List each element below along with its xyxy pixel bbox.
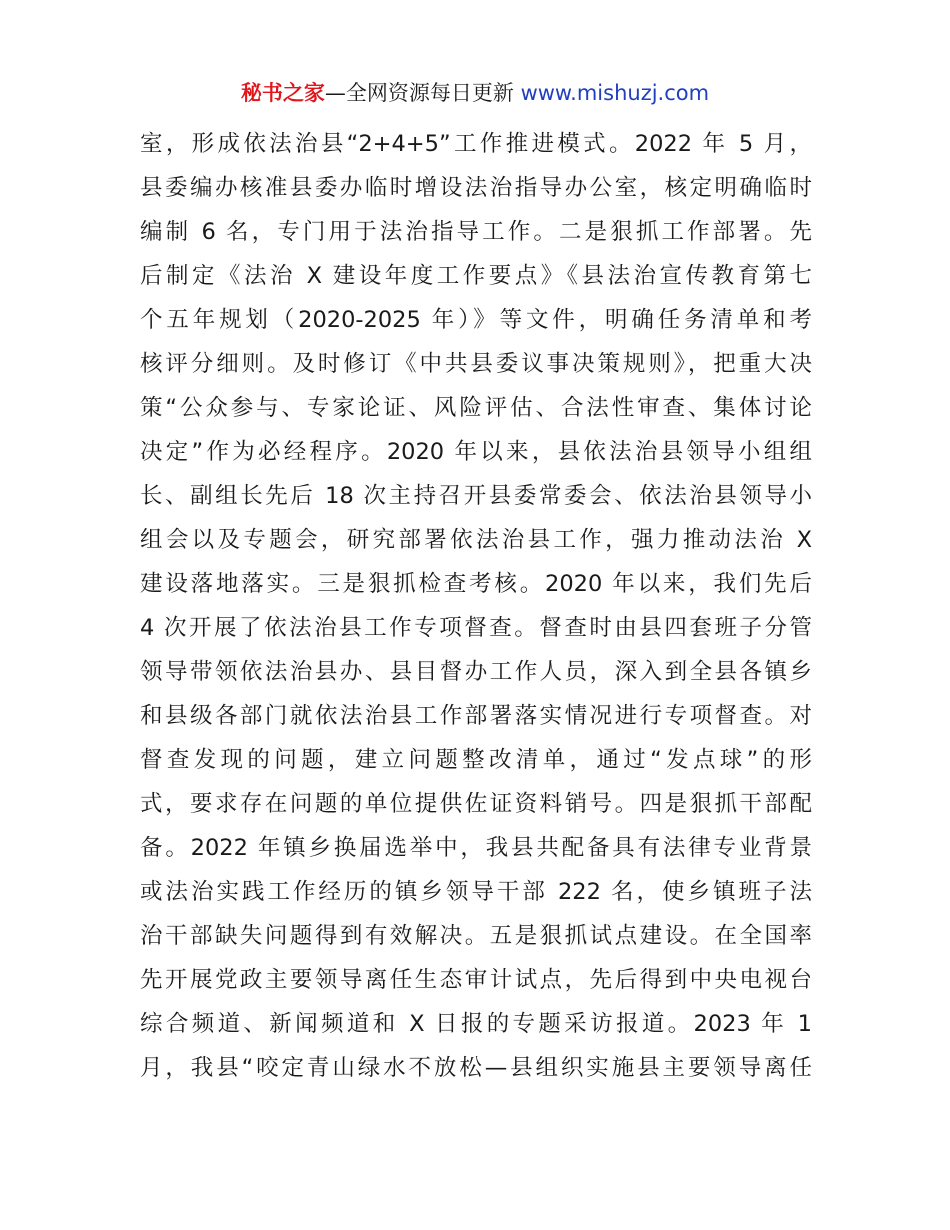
body-line: 核评分细则。及时修订《中共县委议事决策规则》，把重大决 bbox=[140, 351, 812, 377]
body-line: 编制 6 名，专门用于法治指导工作。二是狠抓工作部署。先 bbox=[140, 219, 812, 245]
document-body bbox=[140, 122, 812, 1090]
body-line: 综合频道、新闻频道和 X 日报的专题采访报道。2023 年 1 bbox=[140, 1011, 812, 1037]
body-line: 备。2022 年镇乡换届选举中，我县共配备具有法律专业背景 bbox=[140, 835, 812, 861]
body-line: 决定”作为必经程序。2020 年以来，县依法治县领导小组组 bbox=[140, 439, 812, 465]
site-url-link[interactable]: www.mishuzj.com bbox=[520, 81, 710, 105]
body-line: 月，我县“咬定青山绿水不放松—县组织实施县主要领导离任 bbox=[140, 1055, 812, 1081]
brand-name: 秘书之家 bbox=[240, 81, 325, 105]
body-line: 领导带领依法治县办、县目督办工作人员，深入到全县各镇乡 bbox=[140, 659, 812, 685]
body-line: 个五年规划（2020-2025 年）》等文件，明确任务清单和考 bbox=[140, 307, 812, 333]
body-line: 和县级各部门就依法治县工作部署落实情况进行专项督查。对 bbox=[140, 703, 812, 729]
body-line: 组会以及专题会，研究部署依法治县工作，强力推动法治 X bbox=[140, 527, 812, 553]
body-line: 先开展党政主要领导离任生态审计试点，先后得到中央电视台 bbox=[140, 967, 812, 993]
body-line: 建设落地落实。三是狠抓检查考核。2020 年以来，我们先后 bbox=[140, 571, 812, 597]
page-header bbox=[0, 78, 950, 108]
body-line: 室，形成依法治县“2+4+5”工作推进模式。2022 年 5 月， bbox=[140, 131, 812, 157]
header-tagline: —全网资源每日更新 bbox=[324, 81, 521, 105]
body-line: 县委编办核准县委办临时增设法治指导办公室，核定明确临时 bbox=[140, 175, 812, 201]
body-line: 长、副组长先后 18 次主持召开县委常委会、依法治县领导小 bbox=[140, 483, 812, 509]
body-line: 策“公众参与、专家论证、风险评估、合法性审查、集体讨论 bbox=[140, 395, 812, 421]
body-line: 后制定《法治 X 建设年度工作要点》《县法治宣传教育第七 bbox=[140, 263, 812, 289]
body-line: 4 次开展了依法治县工作专项督查。督查时由县四套班子分管 bbox=[140, 615, 812, 641]
body-line: 治干部缺失问题得到有效解决。五是狠抓试点建设。在全国率 bbox=[140, 923, 812, 949]
body-line: 式，要求存在问题的单位提供佐证资料销号。四是狠抓干部配 bbox=[140, 791, 812, 817]
body-line: 或法治实践工作经历的镇乡领导干部 222 名，使乡镇班子法 bbox=[140, 879, 812, 905]
body-line: 督查发现的问题，建立问题整改清单，通过“发点球”的形 bbox=[140, 747, 812, 773]
